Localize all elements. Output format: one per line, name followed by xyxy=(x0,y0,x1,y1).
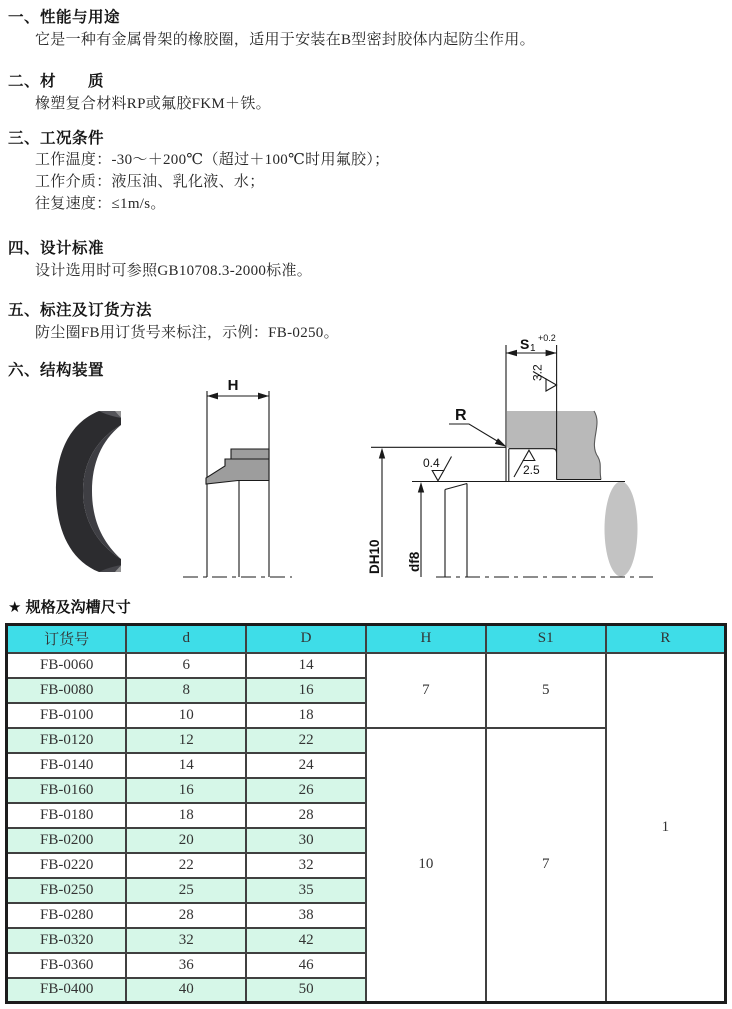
cell-D: 14 xyxy=(246,653,366,678)
cell-order-code: FB-0200 xyxy=(7,828,127,853)
cell-H: 7 xyxy=(366,653,486,728)
section-1-heading: 一、性能与用途 xyxy=(8,9,121,26)
cell-d: 40 xyxy=(126,978,246,1003)
cell-order-code: FB-0320 xyxy=(7,928,127,953)
cell-d: 36 xyxy=(126,953,246,978)
cell-D: 24 xyxy=(246,753,366,778)
shaft-end xyxy=(605,482,638,577)
cell-d: 18 xyxy=(126,803,246,828)
section-1-text: 它是一种有金属骨架的橡胶圈，适用于安装在B型密封胶体内起防尘作用。 xyxy=(35,32,535,48)
cell-d: 14 xyxy=(126,753,246,778)
cell-d: 6 xyxy=(126,653,246,678)
cell-D: 46 xyxy=(246,953,366,978)
cell-S1: 7 xyxy=(486,728,606,1003)
spec-table-head xyxy=(7,625,726,653)
roughness-3-2-value: 3.2 xyxy=(530,364,545,381)
header-cell: 订货号 xyxy=(7,625,127,653)
cell-d: 8 xyxy=(126,678,246,703)
cell-D: 18 xyxy=(246,703,366,728)
seal-ring-illustration xyxy=(56,411,121,572)
cell-order-code: FB-0250 xyxy=(7,878,127,903)
roughness-3-2-symbol xyxy=(531,364,557,391)
cell-d: 22 xyxy=(126,853,246,878)
cell-D: 32 xyxy=(246,853,366,878)
h-dimension-label: H xyxy=(227,377,239,394)
cell-d: 25 xyxy=(126,878,246,903)
section-5-text: 防尘圈FB用订货号来标注，示例：FB-0250。 xyxy=(35,325,339,341)
spec-table-body xyxy=(7,653,726,1003)
spec-table xyxy=(5,623,727,1004)
cell-order-code: FB-0120 xyxy=(7,728,127,753)
cell-d: 32 xyxy=(126,928,246,953)
section-2-heading: 二、材 质 xyxy=(8,73,105,90)
dim-arrow-left xyxy=(207,393,218,400)
cell-R: 1 xyxy=(606,653,726,1003)
cell-D: 38 xyxy=(246,903,366,928)
header-cell: S1 xyxy=(486,625,606,653)
section-4-text: 设计选用时可参照GB10708.3-2000标准。 xyxy=(35,263,313,279)
cell-D: 35 xyxy=(246,878,366,903)
cell-D: 22 xyxy=(246,728,366,753)
cell-D: 28 xyxy=(246,803,366,828)
section-3-heading: 三、工况条件 xyxy=(8,130,105,147)
cell-d: 16 xyxy=(126,778,246,803)
cell-D: 26 xyxy=(246,778,366,803)
header-cell: H xyxy=(366,625,486,653)
dim-arrow-right xyxy=(258,393,269,400)
cell-order-code: FB-0060 xyxy=(7,653,127,678)
cell-order-code: FB-0140 xyxy=(7,753,127,778)
header-cell: d xyxy=(126,625,246,653)
header-cell: R xyxy=(606,625,726,653)
cell-d: 12 xyxy=(126,728,246,753)
installation-drawing xyxy=(367,333,653,577)
roughness-0-4-value: 0.4 xyxy=(423,456,440,470)
cell-order-code: FB-0100 xyxy=(7,703,127,728)
housing-block xyxy=(507,411,601,480)
section-3-text: 工作温度：-30～＋200℃（超过＋100℃时用氟胶）； xyxy=(35,152,390,168)
structure-drawings xyxy=(0,330,732,592)
section-3-text: 往复速度：≤1m/s。 xyxy=(35,196,166,212)
cell-order-code: FB-0220 xyxy=(7,853,127,878)
cell-order-code: FB-0080 xyxy=(7,678,127,703)
section-4-heading: 四、设计标准 xyxy=(8,240,105,257)
section-2-text: 橡塑复合材料RP或氟胶FKM＋铁。 xyxy=(35,96,271,112)
spec-table-title: ★ 规格及沟槽尺寸 xyxy=(8,599,131,616)
cell-H: 10 xyxy=(366,728,486,1003)
cell-S1: 5 xyxy=(486,653,606,728)
s1-subscript: 1 xyxy=(530,343,536,354)
cell-order-code: FB-0400 xyxy=(7,978,127,1003)
cell-order-code: FB-0280 xyxy=(7,903,127,928)
r-radius-label: R xyxy=(455,407,467,424)
cell-d: 20 xyxy=(126,828,246,853)
section-3-text: 工作介质：液压油、乳化液、水； xyxy=(35,174,265,190)
cell-order-code: FB-0160 xyxy=(7,778,127,803)
cell-d: 28 xyxy=(126,903,246,928)
cell-d: 10 xyxy=(126,703,246,728)
header-cell: D xyxy=(246,625,366,653)
shaft-dimension-label: df8 xyxy=(407,551,422,572)
bore-dimension-label: DH10 xyxy=(367,539,382,574)
cell-order-code: FB-0360 xyxy=(7,953,127,978)
s1-tolerance: +0.2 xyxy=(538,333,556,343)
cross-section-drawing xyxy=(183,391,292,577)
cell-order-code: FB-0180 xyxy=(7,803,127,828)
section-6-heading: 六、结构装置 xyxy=(8,362,105,379)
cell-D: 16 xyxy=(246,678,366,703)
section-5-heading: 五、标注及订货方法 xyxy=(8,302,153,319)
table-row xyxy=(7,653,726,678)
roughness-2-5-value: 2.5 xyxy=(523,463,540,477)
cell-D: 42 xyxy=(246,928,366,953)
cell-D: 30 xyxy=(246,828,366,853)
cell-D: 50 xyxy=(246,978,366,1003)
s1-dimension-label: S xyxy=(520,336,530,352)
